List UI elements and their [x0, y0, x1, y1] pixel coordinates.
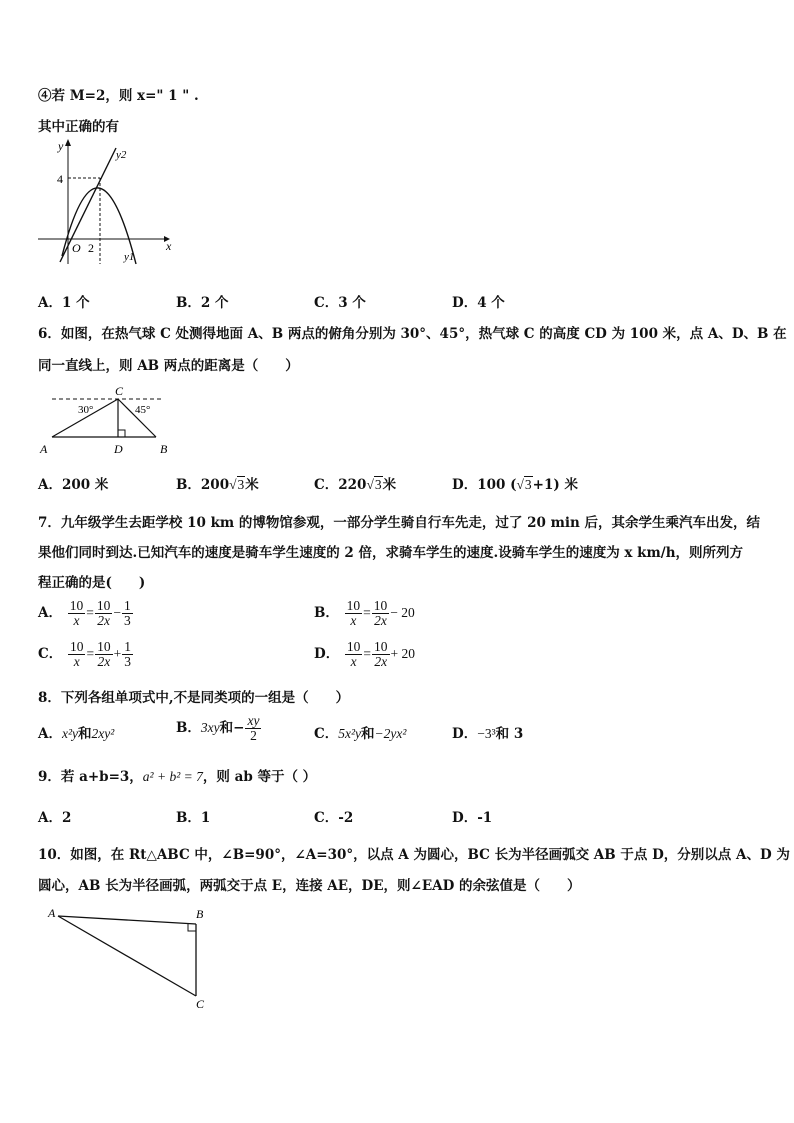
- q8-b-term-1: 3xy: [200, 720, 220, 735]
- q7-a-eq: =: [86, 605, 94, 620]
- q7-option-b: [314, 599, 415, 628]
- q7-option-d: [314, 640, 415, 669]
- q8-b-and: 和−: [219, 720, 245, 736]
- q8-text: 8．下列各组单项式中,不是同类项的一组是（ ）: [38, 690, 350, 706]
- q9-equation: a² + b² = 7: [142, 769, 203, 784]
- q7-d-tail: + 20: [390, 646, 416, 661]
- q7-b-num-1: 10: [346, 598, 361, 613]
- q6-option-b-unit: 米: [245, 477, 259, 493]
- q5-option-d: D．4 个: [452, 295, 505, 311]
- fig6-label-d: D: [114, 442, 123, 456]
- q7-a-den-3: 3: [123, 613, 131, 628]
- q7-b-tail: − 20: [390, 605, 415, 620]
- q7-option-a: [38, 599, 134, 628]
- q7-a-num-1: 10: [69, 598, 84, 613]
- q7-c-den-1: x: [73, 654, 80, 669]
- q8-option-d: [452, 722, 523, 742]
- q6-option-a: A．200 米: [38, 477, 109, 493]
- graph-y1-label: y1: [124, 251, 135, 263]
- fig6-label-c: C: [115, 384, 124, 398]
- q5-option-a: A．1 个: [38, 295, 90, 311]
- fig6-label-a: A: [40, 442, 48, 456]
- q8-d-and: 和 3: [495, 726, 524, 742]
- q9-option-b: B．1: [176, 810, 211, 826]
- q6-option-d-prefix: D．100 (: [452, 477, 517, 493]
- q9-text-post: ，则 ab 等于（ ）: [202, 769, 317, 785]
- q7-option-a-label: A．: [38, 605, 62, 621]
- q8-option-b: [176, 714, 262, 743]
- q6-option-c-radicand: 3: [374, 477, 382, 492]
- q7-text-line-3: 程正确的是( ): [38, 575, 146, 591]
- q7-c-op: +: [113, 646, 122, 661]
- q7-c-eq: =: [86, 646, 95, 661]
- q7-d-den-2: 2x: [374, 654, 388, 669]
- q7-text-line-1: 7．九年级学生去距学校 10 km 的博物馆参观，一部分学生骑自行车先走，过了 20 min 后，其余学生乘汽车出发，结: [38, 515, 761, 531]
- graph-y-label: y: [58, 139, 64, 153]
- item-4-text: 若 M=2，则 x=" 1 " .: [51, 88, 199, 104]
- q7-d-num-1: 10: [346, 639, 361, 654]
- q6-text-line-2: 同一直线上，则 AB 两点的距离是（ ）: [38, 358, 299, 374]
- q6-option-b-radicand: 3: [237, 477, 245, 492]
- q8-option-c: [314, 722, 406, 742]
- balloon-figure: [36, 383, 186, 459]
- q8-d-label: D．: [452, 726, 478, 742]
- q8-c-label: C．: [314, 726, 339, 742]
- right-triangle-figure: [44, 904, 224, 1016]
- q8-a-and: 和: [78, 726, 92, 742]
- q7-c-num-3: 1: [124, 639, 131, 654]
- q8-b-num: xy: [247, 713, 260, 728]
- q6-option-d: D．100 (√3+1) 米: [452, 477, 578, 493]
- q8-d-term-1: −3³: [477, 726, 496, 741]
- q7-c-num-2: 10: [97, 639, 111, 654]
- q8-c-and: 和: [361, 726, 375, 742]
- fig6-label-b: B: [160, 442, 168, 456]
- q9-option-c: C．-2: [314, 810, 354, 826]
- q9-text-pre: 9．若 a+b=3，: [38, 769, 143, 785]
- q6-option-b: B．200√3米: [176, 477, 259, 493]
- graph-x-label: x: [166, 239, 172, 253]
- parabola-line-graph: [36, 136, 176, 266]
- item-4-circle: ④: [38, 88, 52, 104]
- q8-b-den: 2: [250, 728, 257, 743]
- q7-option-b-label: B．: [314, 605, 339, 621]
- q8-option-a: [38, 722, 114, 742]
- q6-option-d-suffix: +1) 米: [532, 477, 578, 493]
- fig6-angle-45: 45°: [135, 404, 151, 416]
- fig10-label-b: B: [196, 907, 204, 921]
- q7-b-den-2: 2x: [374, 613, 387, 628]
- q8-a-label: A．: [38, 726, 62, 742]
- q6-option-d-radicand: 3: [524, 477, 532, 492]
- q8-b-label: B．: [176, 720, 201, 736]
- q6-option-c-prefix: C．220: [314, 477, 367, 493]
- q8-c-term-2: −2yx²: [374, 726, 407, 741]
- which-correct-prompt: 其中正确的有: [38, 119, 119, 135]
- q9-text: [38, 765, 316, 785]
- q6-option-c: C．220√3米: [314, 477, 397, 493]
- q6-text-line-1: 6．如图，在热气球 C 处测得地面 A、B 两点的俯角分别为 30°、45°，热气球 C 的高度 CD 为 100 米，点 A、D、B 在: [38, 326, 787, 342]
- q5-option-c: C．3 个: [314, 295, 366, 311]
- q7-option-c-label: C．: [38, 646, 63, 662]
- q7-a-op: −: [113, 605, 121, 620]
- graph-y2-label: y2: [116, 149, 127, 161]
- q7-b-den-1: x: [350, 613, 357, 628]
- q7-c-den-3: 3: [124, 654, 131, 669]
- item-4-statement: [38, 84, 199, 104]
- q7-a-num-3: 1: [123, 598, 131, 613]
- q8-a-term-1: x²y: [61, 726, 79, 741]
- q7-d-num-2: 10: [374, 639, 388, 654]
- q7-option-d-label: D．: [314, 646, 340, 662]
- graph-origin-label: O: [72, 241, 81, 255]
- q6-option-b-prefix: B．200: [176, 477, 230, 493]
- q7-option-c: [38, 640, 134, 669]
- q7-a-den-1: x: [73, 613, 80, 628]
- q7-d-den-1: x: [350, 654, 357, 669]
- q8-a-term-2: 2xy²: [91, 726, 115, 741]
- q7-a-num-2: 10: [96, 598, 111, 613]
- q8-c-term-1: 5x²y: [338, 726, 362, 741]
- q6-option-c-unit: 米: [382, 477, 397, 493]
- q7-d-eq: =: [363, 646, 372, 661]
- graph-tick-4: 4: [57, 172, 63, 186]
- fig10-label-c: C: [196, 997, 205, 1011]
- graph-tick-2: 2: [88, 241, 94, 255]
- q9-option-a: A．2: [38, 810, 72, 826]
- q7-b-num-2: 10: [373, 598, 388, 613]
- q7-a-den-2: 2x: [97, 613, 110, 628]
- fig6-angle-30: 30°: [78, 404, 94, 416]
- q10-text-line-1: 10．如图，在 Rt△ABC 中，∠B=90°，∠A=30°，以点 A 为圆心，BC 长为半径画弧交 AB 于点 D，分别以点 A、D 为: [38, 847, 790, 863]
- q10-text-line-2: 圆心，AB 长为半径画弧，两弧交于点 E，连接 AE，DE，则∠EAD 的余弦值是（ ）: [38, 878, 581, 894]
- q7-text-line-2: 果他们同时到达.已知汽车的速度是骑车学生速度的 2 倍，求骑车学生的速度.设骑车学生的速度为 x km/h，则所列方: [38, 545, 744, 561]
- q7-c-den-2: 2x: [97, 654, 111, 669]
- q9-option-d: D．-1: [452, 810, 493, 826]
- q5-option-b: B．2 个: [176, 295, 229, 311]
- q7-c-num-1: 10: [69, 639, 84, 654]
- q7-b-eq: =: [363, 605, 371, 620]
- fig10-label-a: A: [48, 906, 56, 920]
